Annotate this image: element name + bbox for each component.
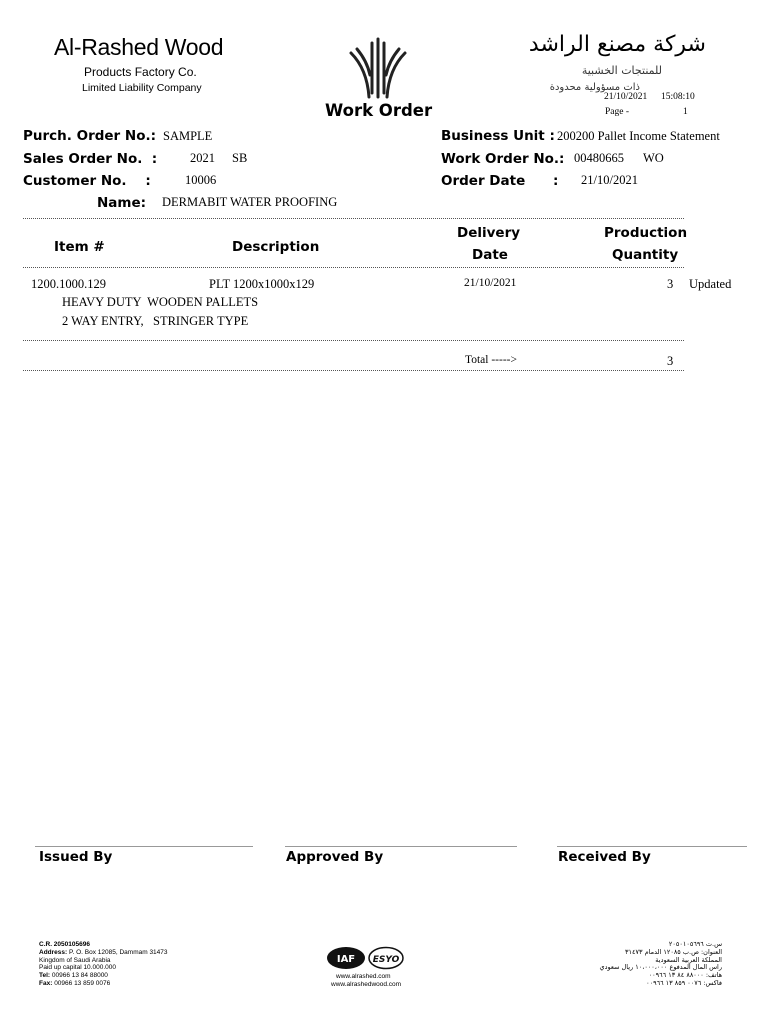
page-number: 1: [683, 107, 688, 117]
total-value: 3: [667, 354, 674, 368]
company-name-en: Al-Rashed Wood: [54, 34, 224, 60]
received-by-label: Received By: [558, 849, 651, 865]
issued-by-line: [35, 846, 253, 847]
company-name-ar: شركة مصنع الراشد: [528, 32, 706, 57]
purch-order-value: SAMPLE: [163, 129, 213, 143]
document-title: Work Order: [325, 101, 433, 120]
iaf-badge-icon: [326, 946, 366, 970]
work-order-label: Work Order No.:: [441, 151, 565, 167]
approved-by-label: Approved By: [286, 849, 384, 865]
customer-no-label: Customer No. :: [23, 173, 151, 189]
footer-company-info: [39, 941, 168, 988]
table-header-divider: [23, 267, 684, 268]
row-description: PLT 1200x1000x129: [209, 277, 315, 291]
esyo-badge-icon: [367, 946, 405, 970]
footer-ar-line-2: العنوان: ص.ب ١٢٠٨٥ الدمام ٣١٤٧٣: [625, 947, 722, 956]
row-delivery-date: 21/10/2021: [464, 277, 517, 289]
company-subtitle-ar: للمنتجات الخشبية: [581, 64, 662, 77]
sales-order-code: SB: [232, 151, 248, 165]
company-logo: [345, 35, 411, 101]
row-quantity: 3: [667, 277, 674, 291]
company-subtitle-en: Products Factory Co.: [84, 65, 197, 79]
footer-address-label: Address:: [39, 948, 68, 956]
customer-name-value: DERMABIT WATER PROOFING: [162, 195, 338, 209]
row-detail-1: HEAVY DUTY WOODEN PALLETS: [62, 295, 259, 309]
footer-web-2[interactable]: www.alrashedwood.com: [331, 981, 402, 988]
footer-ar-line-5: هاتف: ٨٨٠٠٠ ٨٤ ١٣ ٠٠٩٦٦: [648, 971, 722, 980]
footer-fax-label: Fax:: [39, 979, 53, 987]
table-body-divider: [23, 340, 684, 341]
footer-address: P. O. Box 12085, Dammam 31473: [69, 948, 168, 956]
footer-ar-line-4: راس المال المدفوع ١٠،٠٠٠،٠٠٠ ريال سعودي: [599, 963, 722, 972]
work-order-code: WO: [643, 151, 664, 165]
col-delivery-header-2: Date: [472, 247, 508, 263]
footer-tel-label: Tel:: [39, 972, 51, 980]
business-unit-value: 200200 Pallet Income Statement: [557, 129, 720, 143]
footer-ar-line-1: س.ت ٢٠٥٠١٠٥٦٩٦: [668, 940, 722, 948]
customer-name-label: Name:: [97, 195, 147, 211]
col-item-header: Item #: [54, 239, 105, 255]
print-date: 21/10/2021: [604, 92, 648, 102]
footer-cr: C.R. 2050105696: [39, 941, 90, 948]
header-divider: [23, 218, 684, 219]
customer-no-value: 10006: [185, 173, 217, 187]
table-total-divider: [23, 370, 684, 371]
footer-ar-line-6: فاكس: ٠٠٧٦ ٨٥٩ ١٣ ٠٠٩٦٦: [646, 978, 722, 987]
row-item: 1200.1000.129: [31, 277, 106, 291]
sales-order-year: 2021: [190, 151, 215, 165]
footer-capital: Paid up capital 10.000.000: [39, 964, 116, 972]
total-label: Total ----->: [465, 354, 517, 366]
footer-arabic-info: [600, 941, 722, 988]
footer-fax: 00966 13 859 0076: [54, 979, 111, 987]
row-detail-2: 2 WAY ENTRY, STRINGER TYPE: [62, 314, 249, 328]
sales-order-label: Sales Order No. :: [23, 151, 158, 167]
footer-tel: 00966 13 84 88000: [51, 972, 108, 980]
page-label: Page -: [605, 107, 630, 117]
row-status: Updated: [689, 277, 732, 291]
order-date-label: Order Date: [441, 173, 526, 189]
footer-kingdom: Kingdom of Saudi Arabia: [39, 956, 111, 964]
company-type-ar: ذات مسؤولية محدودة: [549, 82, 640, 93]
order-date-value: 21/10/2021: [581, 173, 638, 187]
iaf-badge-text: IAF: [336, 954, 356, 965]
issued-by-label: Issued By: [39, 849, 113, 865]
col-description-header: Description: [232, 239, 320, 255]
business-unit-label: Business Unit :: [441, 128, 555, 144]
print-time: 15:08:10: [661, 92, 695, 102]
company-type-en: Limited Liability Company: [82, 82, 202, 94]
footer-ar-line-3: المملكة العربية السعودية: [655, 955, 722, 964]
order-date-colon: :: [553, 173, 559, 189]
col-production-header-1: Production: [604, 225, 688, 241]
approved-by-line: [285, 846, 517, 847]
footer-web-1[interactable]: www.alrashed.com: [336, 973, 391, 980]
purch-order-label: Purch. Order No.:: [23, 128, 157, 144]
col-production-header-2: Quantity: [612, 247, 679, 263]
col-delivery-header-1: Delivery: [457, 225, 521, 241]
work-order-value: 00480665: [574, 151, 624, 165]
esyo-badge-text: ESYO: [372, 955, 400, 965]
received-by-line: [557, 846, 747, 847]
